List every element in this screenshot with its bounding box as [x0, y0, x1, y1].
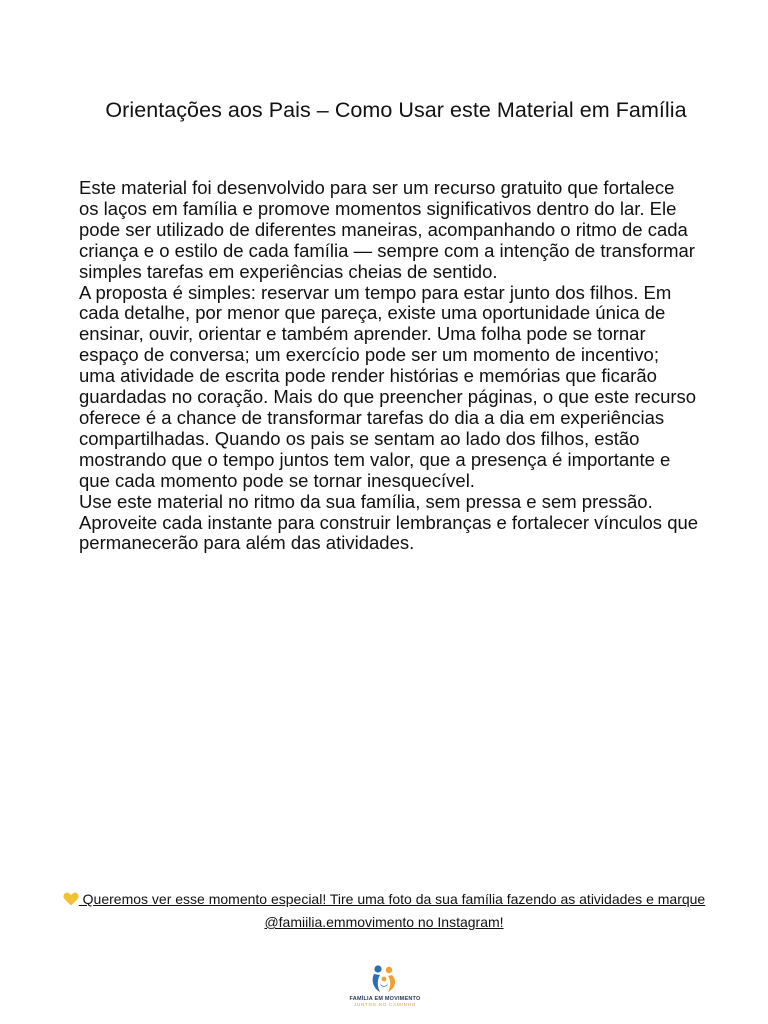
paragraph-3: Use este material no ritmo da sua família, sem pressa e sem pressão. Aproveite cada instante para construir lembranças e fortalecer vínculos que permanecerão para além das atividades. [79, 490, 699, 554]
paragraph-2: A proposta é simples: reservar um tempo para estar junto dos filhos. Em cada detalhe, por menor que pareça, existe uma oportunidade única de ensinar, ouvir, orientar e também aprender. Uma folha pode se tornar espaço de conversa; um exercício pode ser um momento de incentivo; uma atividade de escrita pode render histórias e memórias que ficarão guardadas no coração. Mais do que preencher páginas, o que este recurso oferece é a chance de transformar tarefas do dia a dia em experiências compartilhadas. Quando os pais se sentam ao lado dos filhos, estão mostrando que o tempo juntos tem valor, que a presença é importante e que cada momento pode se tornar inesquecível. [79, 281, 697, 491]
body-text [79, 178, 699, 554]
logo-tagline: JUNTOS NO CAMINHO [353, 1002, 417, 1007]
family-logo-icon [368, 964, 400, 994]
logo-name: FAMÍLIA EM MOVIMENTO [349, 996, 421, 1002]
logo [340, 964, 430, 1014]
instagram-callout-text: Queremos ver esse momento especial! Tire uma foto da sua família fazendo as atividades e marque @famiilia.emmovimento no Instagram! [78, 891, 706, 930]
paragraph-1: Este material foi desenvolvido para ser um recurso gratuito que fortalece os laços em família e promove momentos significativos dentro do lar. Ele pode ser utilizado de diferentes maneiras, acompanhando o ritmo de cada criança e o estilo de cada família — sempre com a intenção de transformar simples tarefas em experiências cheias de sentido. [79, 177, 695, 282]
instagram-callout[interactable] [60, 888, 708, 934]
heart-icon [63, 892, 79, 906]
page-title: Orientações aos Pais – Como Usar este Material em Família [105, 98, 687, 122]
